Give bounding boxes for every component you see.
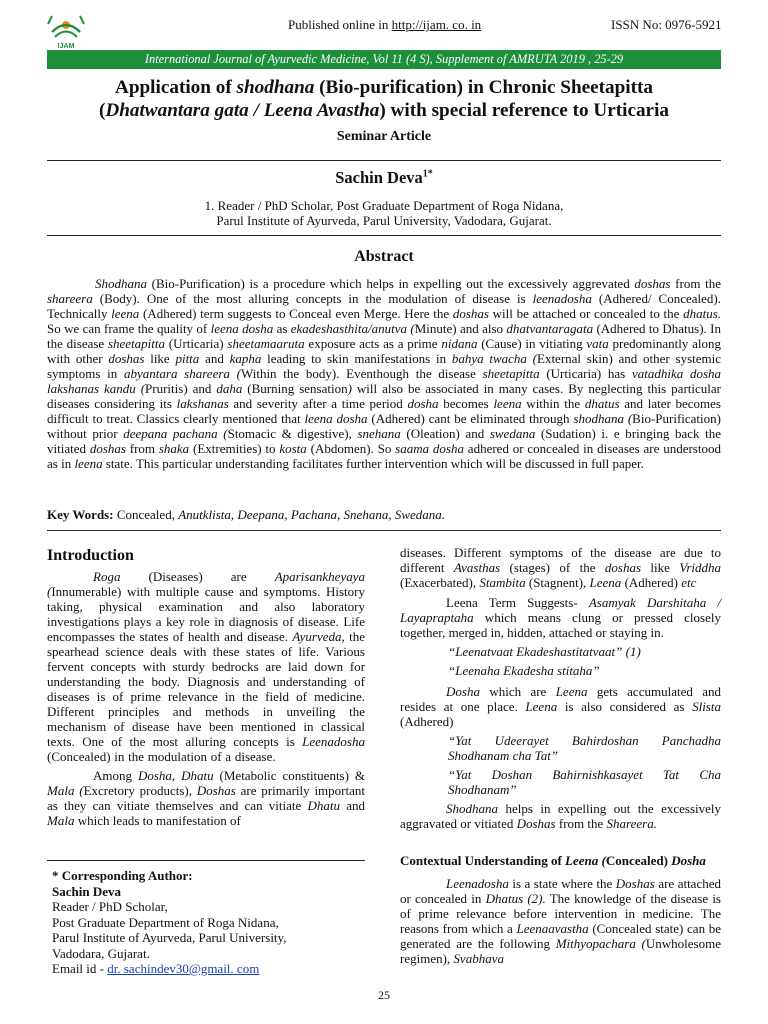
text-run: leading to skin manifestations in: [261, 351, 452, 366]
text-run: External skin) and other systemic symptoms in: [47, 351, 722, 381]
italic-term: shareera: [47, 291, 93, 306]
email-line: [52, 961, 368, 977]
italic-term: bahya twacha (: [451, 351, 537, 366]
text-run: will be attached or concealed to the: [488, 306, 684, 321]
keywords-label: Key Words:: [47, 507, 114, 522]
text-run: are primarily important as they can vitiate themselves and can vitiate: [47, 783, 365, 813]
text-run: Minute) and also: [414, 321, 507, 336]
author-sup: 1*: [422, 168, 433, 180]
text-run: Among: [93, 768, 138, 783]
italic-term: dosha: [407, 396, 439, 411]
italic-term: etc: [681, 575, 697, 590]
italic-term: Dosha, Dhatu: [137, 768, 214, 783]
italic-term: dhatvantaragata: [506, 321, 594, 336]
text-run: becomes: [438, 396, 494, 411]
corresponding-line: Vadodara, Gujarat.: [52, 945, 150, 961]
text-run: like: [144, 351, 176, 366]
italic-term: Avasthas: [453, 560, 501, 575]
italic-term: Mithyopachara (: [555, 936, 646, 951]
text-run: (Abdomen). So: [306, 441, 396, 456]
paragraph: [400, 801, 721, 831]
introduction-heading: Introduction: [47, 547, 134, 564]
text-run: (Cause) in vitiating: [477, 336, 587, 351]
published-online: [288, 17, 481, 33]
author-text: Sachin Deva: [335, 168, 423, 187]
italic-term: doshas: [604, 560, 642, 575]
italic-term: nidana: [441, 336, 478, 351]
italic-term: pitta: [175, 351, 200, 366]
italic-term: Mala: [47, 813, 75, 828]
italic-term: abyantara shareera (: [124, 366, 241, 381]
text-run: Unwholesome regimen),: [400, 936, 721, 966]
text-run: (Metabolic constituents) &: [213, 768, 365, 783]
text-run: which means clung or pressed closely together, merged in, hidden, attached or staying in.: [400, 610, 721, 640]
italic-term: snehana: [357, 426, 401, 441]
italic-term: swedana: [489, 426, 536, 441]
title-part: ) with special reference to Urticaria: [379, 100, 670, 121]
italic-term: doshas: [452, 306, 489, 321]
abstract-body: [47, 276, 721, 471]
text-run: from the: [670, 276, 721, 291]
italic-term: leena dosha: [304, 411, 368, 426]
italic-term: ekadeshasthita/anutva (: [290, 321, 415, 336]
text-run: Bio-Purification) without prior: [47, 411, 721, 441]
text-run: exposure acts as a prime: [304, 336, 442, 351]
italic-term: vata: [586, 336, 609, 351]
affiliation-line: Parul Institute of Ayurveda, Parul University, Vadodara, Gujarat.: [216, 213, 552, 228]
quote: “Leenatvaat Ekadeshastitatvaat” (1): [448, 644, 641, 659]
italic-term: sheetamaaruta: [227, 336, 305, 351]
text-run: (Adhered to Dhatus). In the disease: [47, 321, 721, 351]
footnote-rule: [47, 860, 365, 861]
italic-term: leena: [74, 456, 103, 471]
italic-term: saama dosha: [395, 441, 464, 456]
text-run: helps in expelling out the excessively aggravated or vitiated: [400, 801, 721, 831]
text-run: Pruritis) and: [145, 381, 217, 396]
text-run: will also be associated in many cases. By neglecting this particular diseases considering its: [47, 381, 721, 411]
text-run: So we can frame the quality of: [47, 321, 211, 336]
italic-term: dhatus: [584, 396, 620, 411]
divider: [47, 530, 721, 531]
title-part: shodhana: [236, 77, 315, 98]
corresponding-line: Post Graduate Department of Roga Nidana,: [52, 914, 279, 930]
title-part: (: [98, 100, 106, 121]
text-run: (Adhered/ Concealed). Technically: [47, 291, 721, 321]
italic-term: Dhatus (2).: [485, 891, 546, 906]
italic-term: Shodhana: [95, 276, 147, 291]
text-run: Innumerable) with multiple cause and symptoms. History taking, physical examination and also laboratory investigations plays a key role in diagnosis of disease. Life encompasses the states of health and disease.: [47, 584, 365, 644]
italic-term: daha: [216, 381, 243, 396]
italic-term: Roga: [93, 569, 121, 584]
paragraph: [47, 768, 365, 828]
text-run: adhered or concealed in diseases are understood as in: [47, 441, 721, 471]
italic-term: Vriddha: [679, 560, 721, 575]
text-run: like: [641, 560, 680, 575]
keywords-list: [114, 507, 445, 522]
italic-term: Aparisankheyaya (: [47, 569, 365, 599]
italic-term: leenadosha: [532, 291, 592, 306]
quote: “Yat Doshan Bahirnishkasayet Tat Cha Shodhanam”: [448, 767, 721, 797]
text-run: and severity after a time period: [228, 396, 408, 411]
title-part: (Bio-purification) in Chronic Sheetapitta: [314, 77, 654, 98]
paragraph: [400, 684, 721, 729]
paragraph: [400, 545, 721, 590]
italic-term: Leenadosha: [446, 876, 509, 891]
text-run: (Extremities) to: [189, 441, 280, 456]
text-run: which leads to manifestation of: [74, 813, 241, 828]
italic-term: Asamyak Darshitaha / Layapraptaha: [400, 595, 721, 625]
text-run: within the: [521, 396, 585, 411]
text-run: Within the body). Eventhough the disease: [240, 366, 483, 381]
text-run: , the spearhead science deals with these states of life. Various fervent concepts with sturdy bedrocks are laid down for understanding the body. Diagnosis and understanding of diseases is of prime relevance in the field of medicine. Different principles and methods in unveiling the mechanism of disease have been mentioned in classical texts. One of the most alluring concepts is: [47, 629, 365, 749]
title-part: Dhatwantara gata / Leena Avastha: [105, 100, 380, 121]
italic-term: Leenaavastha: [516, 921, 589, 936]
text-run: (Sudation) i. e bringing back the vitiated: [47, 426, 721, 456]
text-run: is a state where the: [508, 876, 616, 891]
text-run: is also considered as: [557, 699, 693, 714]
text-run: (Adhered): [621, 575, 682, 590]
italic-term: Shodhana: [446, 801, 498, 816]
page-number: 25: [378, 988, 390, 1002]
italic-term: kosta: [279, 441, 307, 456]
title-part: Application of: [114, 77, 237, 98]
italic-term: vatadhika dosha lakshanas kandu (: [47, 366, 722, 396]
italic-term: kapha: [229, 351, 262, 366]
text-run: (Urticaria) has: [539, 366, 632, 381]
italic-term: doshas: [108, 351, 145, 366]
section-subheading: [400, 853, 721, 868]
italic-term: Ayurveda: [292, 629, 342, 644]
italic-term: deepana pachana (: [123, 426, 228, 441]
abstract-heading: Abstract: [354, 248, 414, 265]
text-run: The knowledge of the disease is of prime relevance before intervention in medicine. The reasons from which a: [400, 891, 721, 936]
text-run: Excretory products),: [83, 783, 197, 798]
italic-term: Leena: [555, 684, 588, 699]
italic-term: leena: [493, 396, 522, 411]
text-run: (Bio-Purification) is a procedure which helps in expelling out the excessively aggrevated: [147, 276, 635, 291]
divider: [47, 235, 721, 236]
logo-text: IJAM: [57, 43, 75, 50]
text-run: (Diseases) are: [120, 569, 275, 584]
text-run: as: [273, 321, 291, 336]
italic-term: Dosha: [446, 684, 480, 699]
published-prefix: Published online in: [288, 17, 392, 32]
paragraph: [400, 595, 721, 640]
text-run: (Adhered): [400, 714, 454, 729]
right-column: [400, 545, 721, 966]
italic-term: doshas: [89, 441, 126, 456]
italic-term: Slista: [692, 699, 721, 714]
italic-term: Stambita: [479, 575, 526, 590]
text-run: from: [125, 441, 159, 456]
italic-term: leena: [111, 306, 140, 321]
text-run: (Urticaria): [165, 336, 228, 351]
text-run: (Body). One of the most alluring concepts in the modulation of disease is: [92, 291, 533, 306]
email-link[interactable]: dr. sachindev30@gmail. com: [107, 961, 260, 976]
quote: “Yat Udeerayet Bahirdoshan Panchadha Shodhanam cha Tat”: [448, 733, 721, 763]
italic-term: Anutklista, Deepana, Pachana, Snehana, Swedana.: [178, 507, 446, 522]
text-run: (Adhered) term suggests to Conceal even Merge. Here the: [139, 306, 453, 321]
text-run: (Concealed) in the modulation of a disease.: [47, 749, 276, 764]
italic-term: doshas: [634, 276, 671, 291]
italic-term: sheetapitta: [107, 336, 165, 351]
italic-term: ): [347, 381, 352, 396]
corresponding-line: Reader / PhD Scholar,: [52, 899, 168, 914]
text-run: (Oleation) and: [400, 426, 490, 441]
corresponding-heading: * Corresponding Author:: [52, 868, 193, 883]
introduction-body: [47, 569, 365, 828]
affiliation-line: 1. Reader / PhD Scholar, Post Graduate Department of Roga Nidana,: [204, 198, 564, 213]
author-name: [47, 168, 721, 188]
text-run: diseases. Different symptoms of the disease are due to different: [400, 545, 721, 575]
italic-term: Shareera.: [606, 816, 657, 831]
text-run: are attached or concealed in: [400, 876, 721, 906]
text-run: and later becomes difficult to treat. Classics clearly mentioned that: [47, 396, 721, 426]
text-run: (Adhered) cant be eliminated through: [367, 411, 574, 426]
italic-term: Leenadosha: [302, 734, 365, 749]
text-run: state. This particular understanding facilitates further intervention which will be discussed in full paper.: [102, 456, 644, 471]
paragraph: [400, 876, 721, 966]
text-run: Contextual Understanding of: [400, 853, 566, 868]
text-run: Concealed,: [113, 507, 179, 522]
italic-term: Leena: [525, 699, 558, 714]
italic-term: lakshanas: [176, 396, 229, 411]
italic-term: Leena: [589, 575, 622, 590]
italic-term: Doshas: [615, 876, 655, 891]
paragraph: [47, 569, 365, 764]
text-run: (Stagnent),: [525, 575, 590, 590]
italic-term: Mala (: [47, 783, 84, 798]
text-run: gets accumulated and resides at one place.: [400, 684, 721, 714]
italic-term: sheetapitta: [482, 366, 540, 381]
italic-term: Dhatu: [307, 798, 340, 813]
quote: “Leenaha Ekadesha stitaha”: [448, 663, 600, 678]
italic-term: dhatus.: [683, 306, 721, 321]
email-label: Email id -: [52, 961, 108, 976]
text-run: Leena Term Suggests-: [446, 595, 589, 610]
text-run: Concealed): [605, 853, 672, 868]
issn: ISSN No: 0976-5921: [611, 17, 722, 32]
journal-logo: [46, 10, 86, 50]
keywords: [47, 507, 721, 523]
corresponding-line: Parul Institute of Ayurveda, Parul University,: [52, 930, 287, 945]
italic-term: Doshas: [516, 816, 556, 831]
italic-term: shaka: [158, 441, 190, 456]
italic-term: Svabhava: [453, 951, 504, 966]
journal-url-link[interactable]: http://ijam. co. in: [391, 17, 482, 32]
text-run: (Burning sensation: [242, 381, 348, 396]
text-run: Stomacic & digestive),: [227, 426, 358, 441]
italic-term: leena dosha: [210, 321, 274, 336]
text-run: (stages) of the: [500, 560, 605, 575]
article-type: Seminar Article: [336, 129, 432, 144]
text-run: (Concealed state) can be generated are the following: [400, 921, 721, 951]
italic-term: Leena (: [565, 853, 606, 868]
corresponding-name: Sachin Deva: [52, 883, 121, 899]
divider: [47, 160, 721, 161]
italic-term: Doshas: [196, 783, 236, 798]
text-run: and: [340, 798, 365, 813]
text-run: and: [199, 351, 230, 366]
article-title: [47, 76, 721, 122]
italic-term: shodhana (: [573, 411, 633, 426]
text-run: which are: [479, 684, 556, 699]
italic-term: Dosha: [671, 853, 706, 868]
text-run: from the: [555, 816, 607, 831]
affiliation: [47, 198, 721, 228]
corresponding-author: [52, 868, 368, 977]
text-run: (Exacerbated),: [400, 575, 480, 590]
journal-band: International Journal of Ayurvedic Medicine, Vol 11 (4 S), Supplement of AMRUTA 2019 , 25-29: [47, 50, 721, 69]
text-run: predominantly along with other: [47, 336, 722, 366]
